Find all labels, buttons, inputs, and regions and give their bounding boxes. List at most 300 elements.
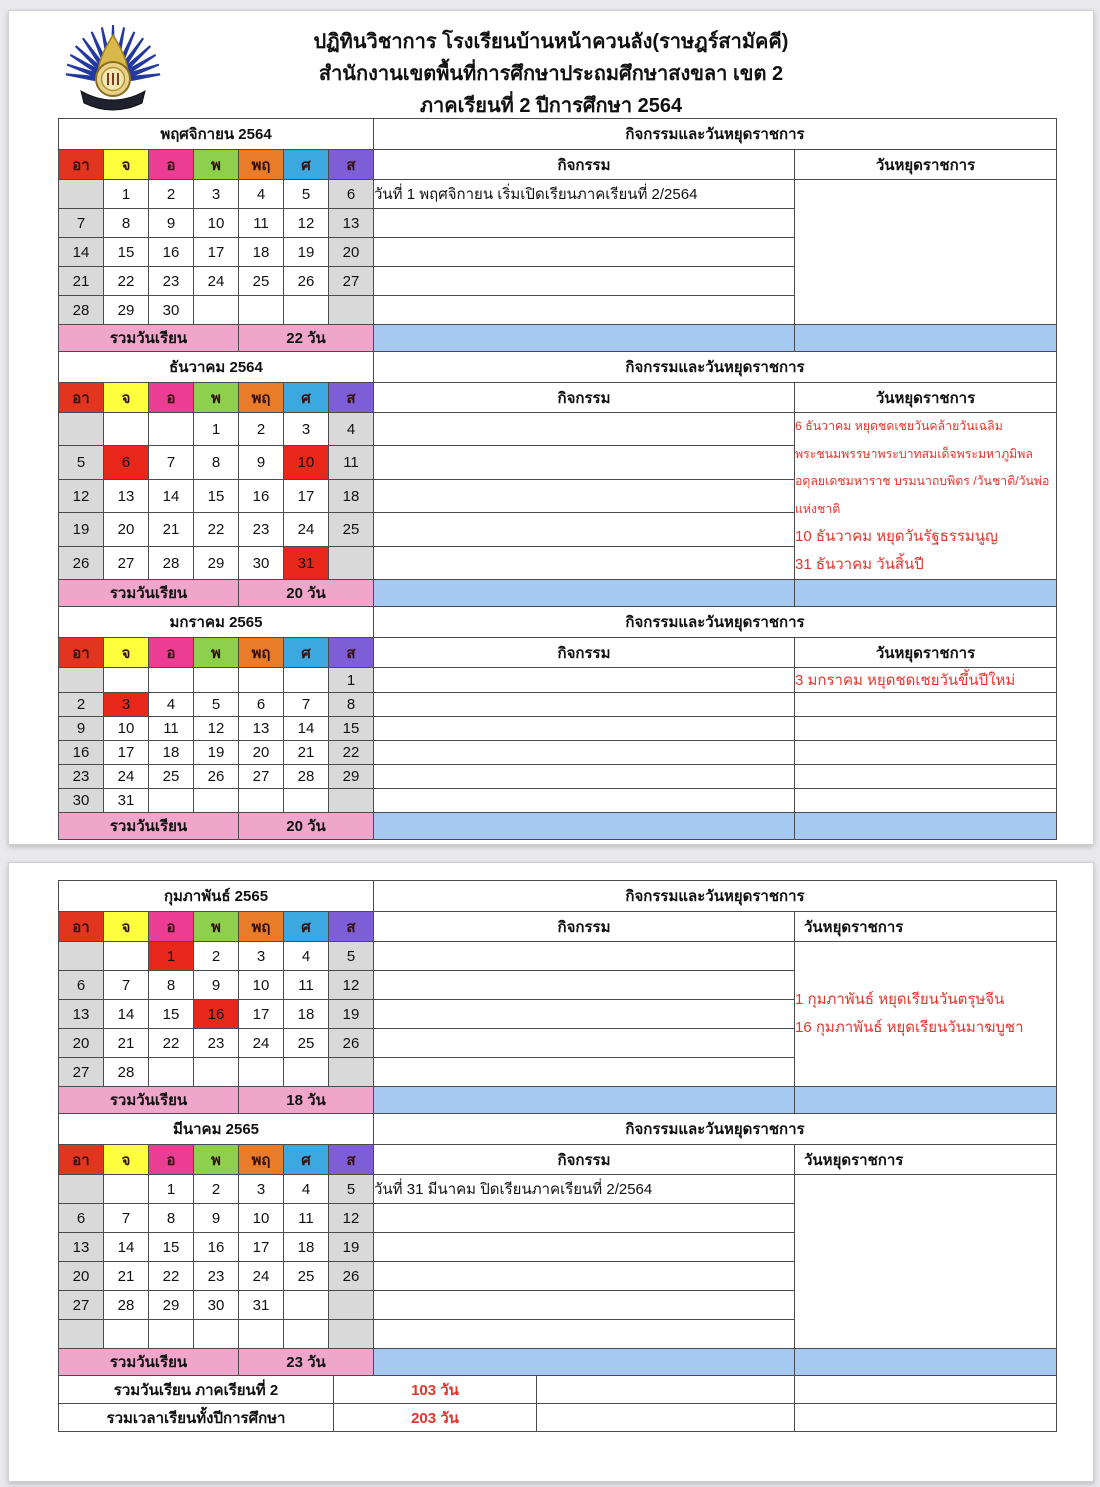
week-row <box>59 413 1057 446</box>
summary-bar-activity <box>374 325 795 352</box>
date-cell: 15 <box>194 479 239 512</box>
date-cell: 16 <box>149 238 194 267</box>
empty-date-cell <box>104 1175 149 1204</box>
date-cell: 31 <box>104 789 149 813</box>
day-header: จ <box>104 150 149 180</box>
date-cell: 12 <box>329 1204 374 1233</box>
empty-date-cell <box>104 413 149 446</box>
date-cell: 29 <box>329 765 374 789</box>
date-cell: 28 <box>59 296 104 325</box>
date-cell: 8 <box>194 446 239 479</box>
date-cell: 28 <box>149 546 194 580</box>
activity-column-header: กิจกรรม <box>374 150 795 180</box>
month-title: พฤศจิกายน 2564 <box>59 119 374 150</box>
date-cell: 24 <box>284 513 329 546</box>
activity-cell <box>374 209 795 238</box>
date-cell: 19 <box>59 513 104 546</box>
summary-bar-activity <box>374 1349 795 1376</box>
date-cell: 6 <box>329 180 374 209</box>
empty-date-cell <box>329 1058 374 1087</box>
calendar-block-semester-part1 <box>58 119 1057 840</box>
date-cell: 3 <box>239 1175 284 1204</box>
holiday-cell <box>795 789 1057 813</box>
document-page-1 <box>8 10 1094 845</box>
date-cell: 5 <box>329 942 374 971</box>
holiday-note: 6 ธันวาคม หยุดชดเชยวันคล้ายวันเฉลิมพระชนมพรรษาพระบาทสมเด็จพระมหาภูมิพลอดุลยเดชมหาราช บรมนาถบพิตร /วันชาติ/วันพ่อแห่งชาติ <box>795 419 1050 516</box>
date-cell: 8 <box>104 209 149 238</box>
summary-value: 18 วัน <box>239 1087 374 1114</box>
total-value: 103 วัน <box>334 1376 537 1404</box>
activity-cell: วันที่ 31 มีนาคม ปิดเรียนภาคเรียนที่ 2/2564 <box>374 1175 795 1204</box>
week-row <box>59 741 1057 765</box>
day-header: พฤ <box>239 1145 284 1175</box>
date-cell: 28 <box>104 1058 149 1087</box>
empty-date-cell <box>329 546 374 580</box>
date-cell: 15 <box>329 717 374 741</box>
month-title: มกราคม 2565 <box>59 607 374 638</box>
empty-cell <box>537 1376 795 1404</box>
date-cell: 24 <box>239 1262 284 1291</box>
date-cell: 21 <box>284 741 329 765</box>
events-header: กิจกรรมและวันหยุดราชการ <box>374 607 1057 638</box>
empty-cell <box>537 1404 795 1432</box>
activity-cell <box>374 693 795 717</box>
summary-bar-holiday <box>795 325 1057 352</box>
day-header: อ <box>149 150 194 180</box>
date-cell: 22 <box>104 267 149 296</box>
day-header: พฤ <box>239 912 284 942</box>
events-header: กิจกรรมและวันหยุดราชการ <box>374 119 1057 150</box>
date-cell: 6 <box>59 1204 104 1233</box>
activity-cell <box>374 1262 795 1291</box>
date-cell: 21 <box>59 267 104 296</box>
date-cell: 10 <box>239 1204 284 1233</box>
title-line-3: ภาคเรียนที่ 2 ปีการศึกษา 2564 <box>419 95 683 117</box>
month-calendar-table <box>58 880 1057 1114</box>
summary-row <box>59 813 1057 840</box>
day-header: จ <box>104 1145 149 1175</box>
holiday-note: 31 ธันวาคม วันสิ้นปี <box>795 556 924 574</box>
date-cell: 31 <box>284 546 329 580</box>
activity-cell <box>374 267 795 296</box>
date-cell: 3 <box>194 180 239 209</box>
page-title <box>9 11 1093 122</box>
date-cell: 17 <box>194 238 239 267</box>
date-cell: 2 <box>59 693 104 717</box>
date-cell: 12 <box>59 479 104 512</box>
date-cell: 8 <box>149 971 194 1000</box>
holiday-column-header: วันหยุดราชการ <box>795 1145 1057 1175</box>
week-row <box>59 180 1057 209</box>
activity-cell <box>374 296 795 325</box>
empty-date-cell <box>239 296 284 325</box>
date-cell: 4 <box>149 693 194 717</box>
date-cell: 30 <box>149 296 194 325</box>
activity-cell <box>374 1233 795 1262</box>
empty-date-cell <box>284 789 329 813</box>
activity-cell <box>374 479 795 512</box>
date-cell: 1 <box>149 1175 194 1204</box>
week-row <box>59 765 1057 789</box>
day-header: ศ <box>284 638 329 668</box>
month-title: ธันวาคม 2564 <box>59 352 374 383</box>
date-cell: 18 <box>284 1000 329 1029</box>
holiday-column-header: วันหยุดราชการ <box>795 912 1057 942</box>
month-calendar-table <box>58 118 1057 352</box>
date-cell: 17 <box>284 479 329 512</box>
date-cell: 7 <box>149 446 194 479</box>
date-cell: 5 <box>329 1175 374 1204</box>
empty-date-cell <box>239 1320 284 1349</box>
date-cell: 23 <box>239 513 284 546</box>
day-header: พฤ <box>239 150 284 180</box>
summary-bar-holiday <box>795 813 1057 840</box>
date-cell: 13 <box>239 717 284 741</box>
holiday-cell <box>795 717 1057 741</box>
activity-cell <box>374 971 795 1000</box>
date-cell: 25 <box>329 513 374 546</box>
date-cell: 17 <box>239 1000 284 1029</box>
date-cell: 1 <box>149 942 194 971</box>
date-cell: 26 <box>329 1262 374 1291</box>
date-cell: 11 <box>284 1204 329 1233</box>
summary-bar-activity <box>374 813 795 840</box>
date-cell: 10 <box>194 209 239 238</box>
title-line-2: สำนักงานเขตพื้นที่การศึกษาประถมศึกษาสงขลา เขต 2 <box>318 63 784 85</box>
day-header-row <box>59 1145 1057 1175</box>
summary-row <box>59 1087 1057 1114</box>
week-row <box>59 693 1057 717</box>
day-header: จ <box>104 383 149 413</box>
activity-cell <box>374 238 795 267</box>
activity-cell <box>374 717 795 741</box>
day-header: ศ <box>284 150 329 180</box>
date-cell: 14 <box>284 717 329 741</box>
empty-date-cell <box>149 668 194 693</box>
date-cell: 5 <box>194 693 239 717</box>
summary-value: 23 วัน <box>239 1349 374 1376</box>
date-cell: 1 <box>194 413 239 446</box>
holiday-cell <box>795 693 1057 717</box>
date-cell: 16 <box>194 1233 239 1262</box>
date-cell: 7 <box>104 1204 149 1233</box>
empty-date-cell <box>239 1058 284 1087</box>
empty-date-cell <box>239 789 284 813</box>
empty-date-cell <box>329 789 374 813</box>
empty-date-cell <box>329 1320 374 1349</box>
empty-date-cell <box>104 1320 149 1349</box>
date-cell: 6 <box>59 971 104 1000</box>
date-cell: 4 <box>329 413 374 446</box>
day-header: พ <box>194 383 239 413</box>
empty-date-cell <box>284 1291 329 1320</box>
empty-cell <box>795 1404 1057 1432</box>
date-cell: 24 <box>239 1029 284 1058</box>
summary-bar-holiday <box>795 580 1057 607</box>
date-cell: 13 <box>59 1000 104 1029</box>
day-header-row <box>59 638 1057 668</box>
date-cell: 22 <box>194 513 239 546</box>
month-header-row <box>59 881 1057 912</box>
day-header: อา <box>59 1145 104 1175</box>
date-cell: 15 <box>149 1233 194 1262</box>
date-cell: 21 <box>104 1029 149 1058</box>
date-cell: 3 <box>284 413 329 446</box>
holiday-cell <box>795 765 1057 789</box>
date-cell: 13 <box>329 209 374 238</box>
date-cell: 11 <box>284 971 329 1000</box>
summary-bar-activity <box>374 1087 795 1114</box>
day-header: พฤ <box>239 383 284 413</box>
activity-cell <box>374 765 795 789</box>
summary-label: รวมวันเรียน <box>59 1349 239 1376</box>
day-header: ศ <box>284 1145 329 1175</box>
date-cell: 17 <box>239 1233 284 1262</box>
document-page-2 <box>8 862 1094 1482</box>
day-header: ส <box>329 912 374 942</box>
summary-value: 22 วัน <box>239 325 374 352</box>
document-header <box>9 11 1093 119</box>
day-header: พ <box>194 1145 239 1175</box>
day-header: ส <box>329 150 374 180</box>
total-row-semester <box>59 1376 1057 1404</box>
date-cell: 18 <box>329 479 374 512</box>
title-line-1: ปฏิทินวิชาการ โรงเรียนบ้านหน้าควนลัง(ราษฎร์สามัคคี) <box>313 31 789 53</box>
empty-date-cell <box>59 1175 104 1204</box>
day-header: อา <box>59 150 104 180</box>
date-cell: 22 <box>149 1029 194 1058</box>
day-header: พ <box>194 150 239 180</box>
date-cell: 9 <box>59 717 104 741</box>
holiday-note: 16 กุมภาพันธ์ หยุดเรียนวันมาฆบูชา <box>795 1019 1024 1036</box>
date-cell: 3 <box>104 693 149 717</box>
date-cell: 21 <box>149 513 194 546</box>
date-cell: 23 <box>194 1262 239 1291</box>
activity-cell <box>374 789 795 813</box>
activity-cell <box>374 513 795 546</box>
summary-bar-holiday <box>795 1349 1057 1376</box>
summary-row <box>59 580 1057 607</box>
empty-date-cell <box>284 1058 329 1087</box>
day-header: พ <box>194 638 239 668</box>
week-row <box>59 717 1057 741</box>
summary-value: 20 วัน <box>239 813 374 840</box>
summary-label: รวมวันเรียน <box>59 1087 239 1114</box>
date-cell: 19 <box>329 1000 374 1029</box>
date-cell: 4 <box>284 1175 329 1204</box>
events-header: กิจกรรมและวันหยุดราชการ <box>374 1114 1057 1145</box>
month-header-row <box>59 607 1057 638</box>
day-header: อา <box>59 383 104 413</box>
calendar-block-semester-part2 <box>58 881 1057 1432</box>
day-header: ส <box>329 638 374 668</box>
summary-row <box>59 325 1057 352</box>
date-cell: 8 <box>329 693 374 717</box>
date-cell: 14 <box>104 1233 149 1262</box>
date-cell: 22 <box>329 741 374 765</box>
date-cell: 12 <box>284 209 329 238</box>
month-calendar-table <box>58 606 1057 840</box>
empty-date-cell <box>194 789 239 813</box>
holiday-column-header: วันหยุดราชการ <box>795 150 1057 180</box>
day-header-row <box>59 150 1057 180</box>
empty-date-cell <box>149 789 194 813</box>
date-cell: 31 <box>239 1291 284 1320</box>
date-cell: 27 <box>329 267 374 296</box>
empty-date-cell <box>104 668 149 693</box>
activity-cell <box>374 1320 795 1349</box>
empty-date-cell <box>59 1320 104 1349</box>
activity-cell <box>374 446 795 479</box>
date-cell: 11 <box>149 717 194 741</box>
empty-date-cell <box>239 668 284 693</box>
date-cell: 7 <box>59 209 104 238</box>
semester-totals-table <box>58 1375 1057 1432</box>
date-cell: 25 <box>149 765 194 789</box>
week-row <box>59 789 1057 813</box>
week-row <box>59 668 1057 693</box>
date-cell: 17 <box>104 741 149 765</box>
day-header: อ <box>149 912 194 942</box>
week-row <box>59 942 1057 971</box>
events-header: กิจกรรมและวันหยุดราชการ <box>374 352 1057 383</box>
date-cell: 23 <box>194 1029 239 1058</box>
date-cell: 9 <box>149 209 194 238</box>
total-value: 203 วัน <box>334 1404 537 1432</box>
activity-cell <box>374 668 795 693</box>
date-cell: 26 <box>194 765 239 789</box>
date-cell: 12 <box>194 717 239 741</box>
date-cell: 9 <box>194 1204 239 1233</box>
date-cell: 29 <box>194 546 239 580</box>
summary-label: รวมวันเรียน <box>59 813 239 840</box>
date-cell: 24 <box>194 267 239 296</box>
date-cell: 12 <box>329 971 374 1000</box>
date-cell: 2 <box>194 942 239 971</box>
date-cell: 9 <box>239 446 284 479</box>
activity-column-header: กิจกรรม <box>374 383 795 413</box>
total-row-year <box>59 1404 1057 1432</box>
date-cell: 4 <box>284 942 329 971</box>
summary-row <box>59 1349 1057 1376</box>
day-header: อ <box>149 638 194 668</box>
day-header: อา <box>59 912 104 942</box>
day-header: ส <box>329 383 374 413</box>
date-cell: 5 <box>284 180 329 209</box>
date-cell: 19 <box>284 238 329 267</box>
date-cell: 14 <box>59 238 104 267</box>
date-cell: 27 <box>59 1058 104 1087</box>
date-cell: 20 <box>104 513 149 546</box>
activity-column-header: กิจกรรม <box>374 912 795 942</box>
month-title: มีนาคม 2565 <box>59 1114 374 1145</box>
activity-cell <box>374 1204 795 1233</box>
date-cell: 28 <box>284 765 329 789</box>
date-cell: 20 <box>329 238 374 267</box>
summary-bar-activity <box>374 580 795 607</box>
day-header: ศ <box>284 912 329 942</box>
empty-date-cell <box>284 668 329 693</box>
empty-cell <box>795 1376 1057 1404</box>
date-cell: 19 <box>194 741 239 765</box>
day-header: ส <box>329 1145 374 1175</box>
date-cell: 13 <box>104 479 149 512</box>
summary-bar-holiday <box>795 1087 1057 1114</box>
date-cell: 16 <box>239 479 284 512</box>
date-cell: 8 <box>149 1204 194 1233</box>
date-cell: 22 <box>149 1262 194 1291</box>
empty-date-cell <box>329 1291 374 1320</box>
day-header: ศ <box>284 383 329 413</box>
date-cell: 27 <box>104 546 149 580</box>
summary-label: รวมวันเรียน <box>59 325 239 352</box>
date-cell: 21 <box>104 1262 149 1291</box>
date-cell: 19 <box>329 1233 374 1262</box>
date-cell: 29 <box>104 296 149 325</box>
summary-label: รวมวันเรียน <box>59 580 239 607</box>
empty-date-cell <box>149 1058 194 1087</box>
date-cell: 20 <box>239 741 284 765</box>
holiday-cell <box>795 741 1057 765</box>
activity-cell <box>374 546 795 580</box>
month-calendar-table <box>58 351 1057 607</box>
date-cell: 10 <box>284 446 329 479</box>
holiday-cell <box>795 413 1057 580</box>
activity-column-header: กิจกรรม <box>374 1145 795 1175</box>
empty-date-cell <box>59 668 104 693</box>
date-cell: 13 <box>59 1233 104 1262</box>
empty-date-cell <box>329 296 374 325</box>
week-row <box>59 1175 1057 1204</box>
date-cell: 2 <box>194 1175 239 1204</box>
holiday-cell <box>795 942 1057 1087</box>
date-cell: 28 <box>104 1291 149 1320</box>
date-cell: 30 <box>59 789 104 813</box>
holiday-note: 1 กุมภาพันธ์ หยุดเรียนวันตรุษจีน <box>795 991 1005 1008</box>
month-header-row <box>59 1114 1057 1145</box>
date-cell: 25 <box>239 267 284 296</box>
date-cell: 1 <box>104 180 149 209</box>
holiday-cell: 3 มกราคม หยุดชดเชยวันขึ้นปีใหม่ <box>795 668 1057 693</box>
events-header: กิจกรรมและวันหยุดราชการ <box>374 881 1057 912</box>
date-cell: 10 <box>104 717 149 741</box>
date-cell: 6 <box>104 446 149 479</box>
activity-cell <box>374 1291 795 1320</box>
date-cell: 18 <box>284 1233 329 1262</box>
date-cell: 5 <box>59 446 104 479</box>
date-cell: 4 <box>239 180 284 209</box>
date-cell: 9 <box>194 971 239 1000</box>
day-header: พฤ <box>239 638 284 668</box>
month-header-row <box>59 119 1057 150</box>
empty-date-cell <box>194 1320 239 1349</box>
day-header-row <box>59 912 1057 942</box>
date-cell: 3 <box>239 942 284 971</box>
date-cell: 27 <box>239 765 284 789</box>
summary-value: 20 วัน <box>239 580 374 607</box>
day-header: พ <box>194 912 239 942</box>
date-cell: 2 <box>149 180 194 209</box>
activity-cell <box>374 942 795 971</box>
day-header: จ <box>104 638 149 668</box>
date-cell: 16 <box>59 741 104 765</box>
activity-cell: วันที่ 1 พฤศจิกายน เริ่มเปิดเรียนภาคเรียนที่ 2/2564 <box>374 180 795 209</box>
holiday-note: 10 ธันวาคม หยุดวันรัฐธรรมนูญ <box>795 528 998 546</box>
holiday-cell <box>795 180 1057 325</box>
date-cell: 23 <box>59 765 104 789</box>
date-cell: 18 <box>239 238 284 267</box>
date-cell: 25 <box>284 1262 329 1291</box>
